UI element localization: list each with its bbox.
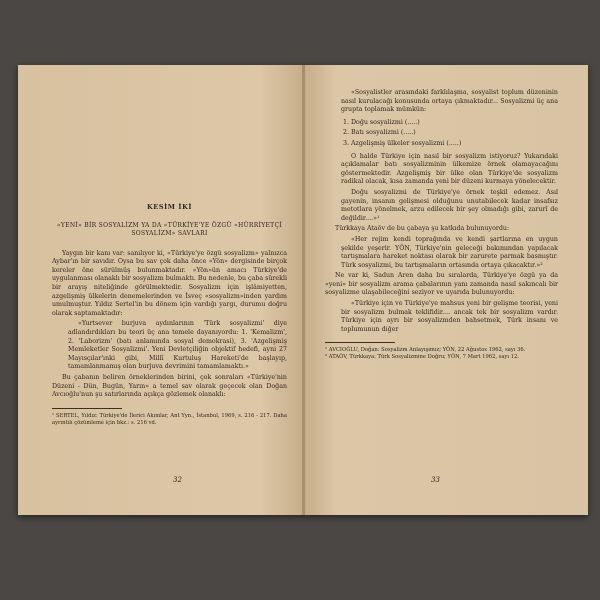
block-quote: O halde Türkiye için nasıl bir sosyalizm istiyoruz? Yukarıdaki açıklamalar batı sosyalizminin ülkemize örnek olamayacağını göstermektedir. Azgelişmiş bir ülke olan Türkiye'de sosyalizm radikal olacak, kısa zamanda yeni bir düzeni kurmaya yönelecektir. [341,152,558,186]
footnote: ¹ AVCIOĞLU, Doğan: Sosyalizm Anlayışımız; YÖN, 22 Ağustos 1962, sayı 36. [325,347,526,354]
block-quote: «Türkiye için ve Türkiye'ye mahsus yeni bir gelişme teorisi, yeni bir sosyalizm bulmak teklifidir.... ancak tek bir sosyalizm vardır. Türkiye için ayrı bir sosyalizmden bahsetmek, Türk insanı ve toplumunun diğer [341,300,558,333]
chapter-subtitle: «YENİ» BİR SOSYALİZM YA DA «TÜRKİYE'YE ÖZGÜ «HÜRRİYETÇİ SOSYALİZM» SAVLARI [56,221,283,237]
paragraph: Ne var ki, Sadun Aren daha bu sıralarda, Türkiye'ye özgü ya da «yeni» bir sosyalizm arama çabalarının yanı zamanda nasıl sakıncalı bir sosyalizme ulaşabileceğini seziyor ve uyarıda bulunuyordu: [325,272,558,297]
open-book [18,65,588,515]
page-number: 32 [173,476,182,485]
list-item: 1. Doğu sosyalizmi (.....) [343,118,420,126]
left-page [18,65,303,515]
paragraph: Türkkaya Ataöv de bu çabaya şu katkıda bulunuyordu: [335,225,510,233]
block-quote: «Sosyalistler arasındaki farklılaşma, sosyalist toplum düzeninin nasıl kurulacağı konusunda ortaya çıkmaktadır... Sosyalizmi üç ana grupta toplamak mümkün: [341,89,558,114]
block-quote: Doğu sosyalizmi de Türkiye'ye örnek teşkil edemez. Asıl gayenin, insanın gelişmesi olduğunu unutabilecek kadar insafsız metotlara yönelmek, arzu edilecek bir şey olmadığı gibi, zarurî de değildir....»¹ [341,188,558,222]
list-item: 2. Batı sosyalizmi (.....) [343,129,416,137]
footnote-rule [52,408,122,409]
paragraph: Yaygın bir kanı var: sanılıyor ki, «Türkiye'ye özgü sosyalizm» yalnızca Aybar'ın bir savıdır. Oysa bu sav çok daha önce «Yön» dergisinde birçok kereler öne sürülmüş bulunmaktadır. «Yön»ün amacı Türkiye'de uygulanması olanaklı bir sosyalizm bulmaktı. Bu nedenle, bu çaba sürekli bir arayış niteliğinde görülmektedir. Sosyalizm için işlâmiyetten, azgelişmiş ülkelerin denemelerinden ve İsveç «sosyalizm»inden yardım umulmuştur. Yıldız Sertel'in bu dönem için vardığı yargı, durumu doğru olarak saptamaktadır: [52,249,287,317]
block-quote: «Her rejim kendi toprağında ve kendi şartlarına en uygun şekilde yeşerir. YÖN, Türkiye'nin geleceği bakımından yapılacak tartışmalara hareket noktası olarak bir zarurete parmak basmıştır. Türk sosyalizmi, bu tartışmaların ortasında ortaya çıkacaktır.»² [341,235,558,269]
paragraph: Bu çabanın beliren örneklerinden birini, çok sonraları «Türkiye'nin Düzeni - Dün, Bugün, Yarın» a temel sav olarak geçecek olan Doğan Avcıoğlu'nun şu satırlarında açıkça gözlemek olanaklı: [52,373,287,399]
book-spine [302,65,305,515]
footnote-rule [325,342,395,343]
list-item: 3. Azgelişmiş ülkeler sosyalizmi (.....) [343,139,462,147]
footnote: ² ATAÖV, Türkkaya: Türk Sosyalizmine Doğru; YÖN, 7 Mart 1962, sayı 12. [325,354,519,361]
footnote: ¹ SERTEL, Yıldız: Türkiye'de İlerici Akımlar, Ant Yyn., İstanbul, 1969, s. 216 - 217. Daha ayrıntılı çözümleme için bkz.: s. 216 vd. [52,412,287,426]
numbered-list [343,119,558,149]
chapter-title: KESİM İKİ [147,203,192,211]
block-quote: «Yurtsever burjuva aydınlarının 'Türk sosyalizmi' diye adlandırdıkları bu teori üç ana temele dayanıyordu: 1. 'Kemalizm', 2. 'Laborizm' (batı anlamında sosyal demokrasi), 3. 'Azgelişmiş Memleketler Sosyalizmi'. Yeni Devletçiliğin objektif hedefi, ayni 27 Mayısçılar'ınki gibi, Millî Kurtuluş Hareketi'de başlayıp, tamamlanmamış olan burjuva devrimini tamamlamaktı.» [68,320,287,371]
right-page [303,65,588,515]
page-number: 33 [431,476,440,485]
